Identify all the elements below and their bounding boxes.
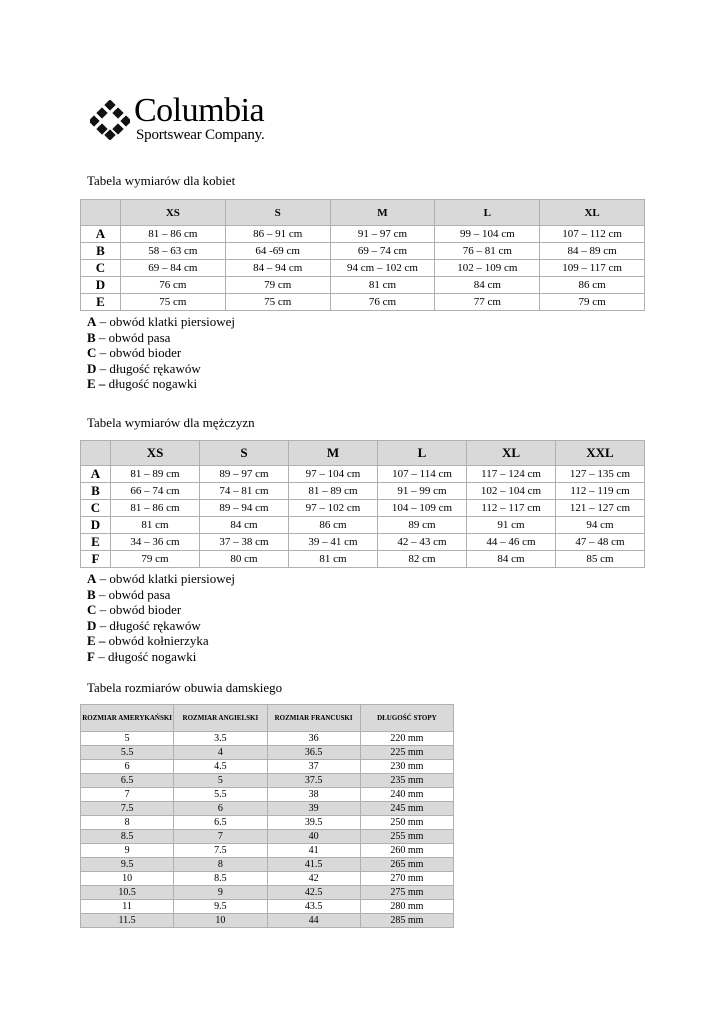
women-measure-cell: 107 – 112 cm xyxy=(540,226,645,243)
men-measure-cell: 80 cm xyxy=(200,551,289,568)
men-legend-item xyxy=(87,633,235,649)
men-legend xyxy=(87,571,235,664)
shoe-table-heading: Tabela rozmiarów obuwia damskiego xyxy=(87,680,283,695)
men-size-table xyxy=(80,440,645,568)
shoe-size-cell: 37.5 xyxy=(267,774,360,788)
women-size-header: L xyxy=(435,200,540,226)
men-table-row xyxy=(81,551,645,568)
shoe-size-cell: 43.5 xyxy=(267,900,360,914)
men-measure-cell: 47 – 48 cm xyxy=(556,534,645,551)
women-legend-item xyxy=(87,376,235,392)
shoe-size-cell: 41 xyxy=(267,844,360,858)
shoe-size-cell: 240 mm xyxy=(360,788,453,802)
shoe-size-cell: 37 xyxy=(267,760,360,774)
women-row-label: A xyxy=(81,226,121,243)
shoe-size-cell: 3.5 xyxy=(174,732,267,746)
women-corner-cell xyxy=(81,200,121,226)
women-measure-cell: 79 cm xyxy=(540,294,645,311)
women-measure-cell: 86 cm xyxy=(540,277,645,294)
shoe-column-header: ROZMIAR ANGIELSKI xyxy=(174,705,267,732)
men-measure-cell: 89 – 94 cm xyxy=(200,500,289,517)
shoe-header-row xyxy=(81,705,454,732)
men-size-header: L xyxy=(378,441,467,466)
shoe-size-cell: 10.5 xyxy=(81,886,174,900)
men-size-header: XL xyxy=(467,441,556,466)
women-measure-cell: 69 – 84 cm xyxy=(121,260,226,277)
men-measure-cell: 37 – 38 cm xyxy=(200,534,289,551)
shoe-size-cell: 42.5 xyxy=(267,886,360,900)
men-measure-cell: 121 – 127 cm xyxy=(556,500,645,517)
men-legend-item xyxy=(87,618,235,634)
shoe-size-cell: 4 xyxy=(174,746,267,760)
women-measure-cell: 79 cm xyxy=(225,277,330,294)
men-measure-cell: 85 cm xyxy=(556,551,645,568)
shoe-size-cell: 10 xyxy=(81,872,174,886)
women-legend-text: długość nogawki xyxy=(105,376,198,391)
men-row-label: B xyxy=(81,483,111,500)
shoe-size-cell: 7.5 xyxy=(81,802,174,816)
women-legend-key: A xyxy=(87,314,97,329)
shoe-size-cell: 9.5 xyxy=(81,858,174,872)
shoe-size-cell: 9 xyxy=(174,886,267,900)
men-measure-cell: 81 – 89 cm xyxy=(289,483,378,500)
logo-brand: Columbia xyxy=(134,92,265,129)
shoe-size-cell: 4.5 xyxy=(174,760,267,774)
shoe-size-cell: 255 mm xyxy=(360,830,453,844)
men-legend-key: C xyxy=(87,602,97,617)
men-size-header: XS xyxy=(111,441,200,466)
men-size-header: XXL xyxy=(556,441,645,466)
women-measure-cell: 99 – 104 cm xyxy=(435,226,540,243)
women-row-label: B xyxy=(81,243,121,260)
women-size-header: M xyxy=(330,200,435,226)
men-legend-item xyxy=(87,602,235,618)
shoe-size-cell: 10 xyxy=(174,914,267,928)
women-measure-cell: 84 cm xyxy=(435,277,540,294)
shoe-size-cell: 265 mm xyxy=(360,858,453,872)
shoe-table-row xyxy=(81,830,454,844)
women-row-label: D xyxy=(81,277,121,294)
women-legend-text: – obwód bioder xyxy=(96,345,182,360)
women-measure-cell: 94 cm – 102 cm xyxy=(330,260,435,277)
men-measure-cell: 81 – 89 cm xyxy=(111,466,200,483)
men-measure-cell: 34 – 36 cm xyxy=(111,534,200,551)
men-legend-text: – obwód klatki piersiowej xyxy=(96,571,236,586)
men-measure-cell: 66 – 74 cm xyxy=(111,483,200,500)
women-measure-cell: 76 cm xyxy=(121,277,226,294)
men-row-label: E xyxy=(81,534,111,551)
men-measure-cell: 127 – 135 cm xyxy=(556,466,645,483)
men-measure-cell: 84 cm xyxy=(200,517,289,534)
women-legend-text: – obwód pasa xyxy=(95,329,171,345)
women-table-row xyxy=(81,243,645,260)
women-measure-cell: 91 – 97 cm xyxy=(330,226,435,243)
men-row-label: C xyxy=(81,500,111,517)
shoe-size-cell: 5 xyxy=(81,732,174,746)
shoe-size-cell: 5 xyxy=(174,774,267,788)
shoe-size-cell: 285 mm xyxy=(360,914,453,928)
women-legend-item xyxy=(87,361,235,377)
men-measure-cell: 91 – 99 cm xyxy=(378,483,467,500)
men-measure-cell: 81 – 86 cm xyxy=(111,500,200,517)
shoe-size-cell: 11 xyxy=(81,900,174,914)
shoe-size-cell: 36.5 xyxy=(267,746,360,760)
shoe-size-cell: 8.5 xyxy=(174,872,267,886)
women-measure-cell: 102 – 109 cm xyxy=(435,260,540,277)
men-legend-text: – długość nogawki xyxy=(94,648,197,664)
men-measure-cell: 112 – 117 cm xyxy=(467,500,556,517)
women-legend-text: – obwód klatki piersiowej xyxy=(96,314,236,329)
women-size-header: XL xyxy=(540,200,645,226)
shoe-size-cell: 280 mm xyxy=(360,900,453,914)
shoe-size-cell: 260 mm xyxy=(360,844,453,858)
shoe-size-cell: 225 mm xyxy=(360,746,453,760)
shoe-table-row xyxy=(81,900,454,914)
shoe-size-table xyxy=(80,704,454,928)
women-legend-item xyxy=(87,345,235,361)
shoe-column-header: DŁUGOŚĆ STOPY xyxy=(360,705,453,732)
men-measure-cell: 102 – 104 cm xyxy=(467,483,556,500)
shoe-size-cell: 41.5 xyxy=(267,858,360,872)
women-row-label: C xyxy=(81,260,121,277)
shoe-column-header: ROZMIAR FRANCUSKI xyxy=(267,705,360,732)
shoe-table-row xyxy=(81,788,454,802)
women-measure-cell: 109 – 117 cm xyxy=(540,260,645,277)
shoe-table-row xyxy=(81,816,454,830)
shoe-size-cell: 5.5 xyxy=(174,788,267,802)
shoe-size-cell: 39.5 xyxy=(267,816,360,830)
shoe-size-cell: 8 xyxy=(174,858,267,872)
shoe-table-row xyxy=(81,872,454,886)
women-measure-cell: 76 cm xyxy=(330,294,435,311)
men-legend-text: – obwód bioder xyxy=(96,602,182,617)
women-measure-cell: 69 – 74 cm xyxy=(330,243,435,260)
men-measure-cell: 42 – 43 cm xyxy=(378,534,467,551)
shoe-table-row xyxy=(81,914,454,928)
shoe-table-row xyxy=(81,760,454,774)
men-table-row xyxy=(81,500,645,517)
shoe-size-cell: 6.5 xyxy=(174,816,267,830)
women-measure-cell: 86 – 91 cm xyxy=(225,226,330,243)
women-measure-cell: 84 – 94 cm xyxy=(225,260,330,277)
men-measure-cell: 81 cm xyxy=(111,517,200,534)
men-measure-cell: 97 – 102 cm xyxy=(289,500,378,517)
shoe-table-row xyxy=(81,732,454,746)
men-measure-cell: 89 – 97 cm xyxy=(200,466,289,483)
shoe-size-cell: 11.5 xyxy=(81,914,174,928)
shoe-size-cell: 250 mm xyxy=(360,816,453,830)
shoe-size-cell: 6.5 xyxy=(81,774,174,788)
men-header-row xyxy=(81,441,645,466)
shoe-table-row xyxy=(81,886,454,900)
men-measure-cell: 89 cm xyxy=(378,517,467,534)
men-legend-text: – długość rękawów xyxy=(96,617,201,633)
women-measure-cell: 64 -69 cm xyxy=(225,243,330,260)
men-measure-cell: 86 cm xyxy=(289,517,378,534)
shoe-size-cell: 42 xyxy=(267,872,360,886)
shoe-table-row xyxy=(81,746,454,760)
men-legend-key: F xyxy=(87,648,95,664)
shoe-table-row xyxy=(81,774,454,788)
women-measure-cell: 81 cm xyxy=(330,277,435,294)
shoe-size-cell: 220 mm xyxy=(360,732,453,746)
shoe-table-row xyxy=(81,844,454,858)
women-legend-key: E – xyxy=(87,376,106,391)
men-table-heading: Tabela wymiarów dla mężczyzn xyxy=(87,415,255,430)
shoe-size-cell: 275 mm xyxy=(360,886,453,900)
logo-subtitle: Sportswear Company. xyxy=(136,127,265,143)
women-measure-cell: 77 cm xyxy=(435,294,540,311)
men-size-header: S xyxy=(200,441,289,466)
shoe-size-cell: 6 xyxy=(81,760,174,774)
men-legend-key: B xyxy=(87,586,96,602)
women-size-header: XS xyxy=(121,200,226,226)
men-table-row xyxy=(81,534,645,551)
men-measure-cell: 112 – 119 cm xyxy=(556,483,645,500)
women-legend-key: B xyxy=(87,329,96,345)
women-legend-item xyxy=(87,314,235,330)
shoe-size-cell: 7 xyxy=(81,788,174,802)
men-measure-cell: 44 – 46 cm xyxy=(467,534,556,551)
women-table-row xyxy=(81,294,645,311)
women-measure-cell: 75 cm xyxy=(121,294,226,311)
men-measure-cell: 82 cm xyxy=(378,551,467,568)
women-header-row xyxy=(81,200,645,226)
women-legend-text: – długość rękawów xyxy=(96,360,201,376)
shoe-size-cell: 9.5 xyxy=(174,900,267,914)
shoe-size-cell: 5.5 xyxy=(81,746,174,760)
women-measure-cell: 75 cm xyxy=(225,294,330,311)
men-measure-cell: 104 – 109 cm xyxy=(378,500,467,517)
women-legend-key: D xyxy=(87,360,97,376)
columbia-diamond-icon xyxy=(90,100,130,140)
men-size-header: M xyxy=(289,441,378,466)
men-row-label: F xyxy=(81,551,111,568)
shoe-size-cell: 44 xyxy=(267,914,360,928)
men-legend-key: A xyxy=(87,571,97,586)
women-table-heading: Tabela wymiarów dla kobiet xyxy=(87,173,236,188)
men-row-label: A xyxy=(81,466,111,483)
men-legend-key: D xyxy=(87,617,97,633)
men-measure-cell: 91 cm xyxy=(467,517,556,534)
women-legend-item xyxy=(87,330,235,346)
men-measure-cell: 84 cm xyxy=(467,551,556,568)
men-measure-cell: 79 cm xyxy=(111,551,200,568)
shoe-size-cell: 235 mm xyxy=(360,774,453,788)
men-legend-text: obwód kołnierzyka xyxy=(105,633,209,648)
shoe-size-cell: 245 mm xyxy=(360,802,453,816)
columbia-logo xyxy=(90,92,280,148)
men-measure-cell: 117 – 124 cm xyxy=(467,466,556,483)
men-measure-cell: 81 cm xyxy=(289,551,378,568)
women-table-row xyxy=(81,260,645,277)
women-measure-cell: 84 – 89 cm xyxy=(540,243,645,260)
shoe-size-cell: 8.5 xyxy=(81,830,174,844)
shoe-size-cell: 230 mm xyxy=(360,760,453,774)
women-legend-key: C xyxy=(87,345,97,360)
shoe-size-cell: 270 mm xyxy=(360,872,453,886)
women-measure-cell: 81 – 86 cm xyxy=(121,226,226,243)
women-row-label: E xyxy=(81,294,121,311)
men-legend-text: – obwód pasa xyxy=(95,586,171,602)
shoe-size-cell: 8 xyxy=(81,816,174,830)
shoe-size-cell: 6 xyxy=(174,802,267,816)
men-legend-item xyxy=(87,571,235,587)
women-table-row xyxy=(81,277,645,294)
women-legend xyxy=(87,314,235,392)
men-legend-item xyxy=(87,649,235,665)
shoe-size-cell: 9 xyxy=(81,844,174,858)
shoe-column-header: ROZMIAR AMERYKAŃSKI xyxy=(81,705,174,732)
men-corner-cell xyxy=(81,441,111,466)
women-measure-cell: 76 – 81 cm xyxy=(435,243,540,260)
men-measure-cell: 97 – 104 cm xyxy=(289,466,378,483)
men-measure-cell: 39 – 41 cm xyxy=(289,534,378,551)
men-measure-cell: 94 cm xyxy=(556,517,645,534)
men-legend-key: E – xyxy=(87,633,106,648)
men-legend-item xyxy=(87,587,235,603)
men-row-label: D xyxy=(81,517,111,534)
women-size-table xyxy=(80,199,645,311)
women-size-header: S xyxy=(225,200,330,226)
shoe-table-row xyxy=(81,802,454,816)
shoe-size-cell: 39 xyxy=(267,802,360,816)
shoe-size-cell: 7.5 xyxy=(174,844,267,858)
men-measure-cell: 74 – 81 cm xyxy=(200,483,289,500)
shoe-size-cell: 36 xyxy=(267,732,360,746)
shoe-table-row xyxy=(81,858,454,872)
men-table-row xyxy=(81,483,645,500)
men-measure-cell: 107 – 114 cm xyxy=(378,466,467,483)
shoe-size-cell: 40 xyxy=(267,830,360,844)
women-table-row xyxy=(81,226,645,243)
shoe-size-cell: 38 xyxy=(267,788,360,802)
shoe-size-cell: 7 xyxy=(174,830,267,844)
men-table-row xyxy=(81,517,645,534)
men-table-row xyxy=(81,466,645,483)
women-measure-cell: 58 – 63 cm xyxy=(121,243,226,260)
